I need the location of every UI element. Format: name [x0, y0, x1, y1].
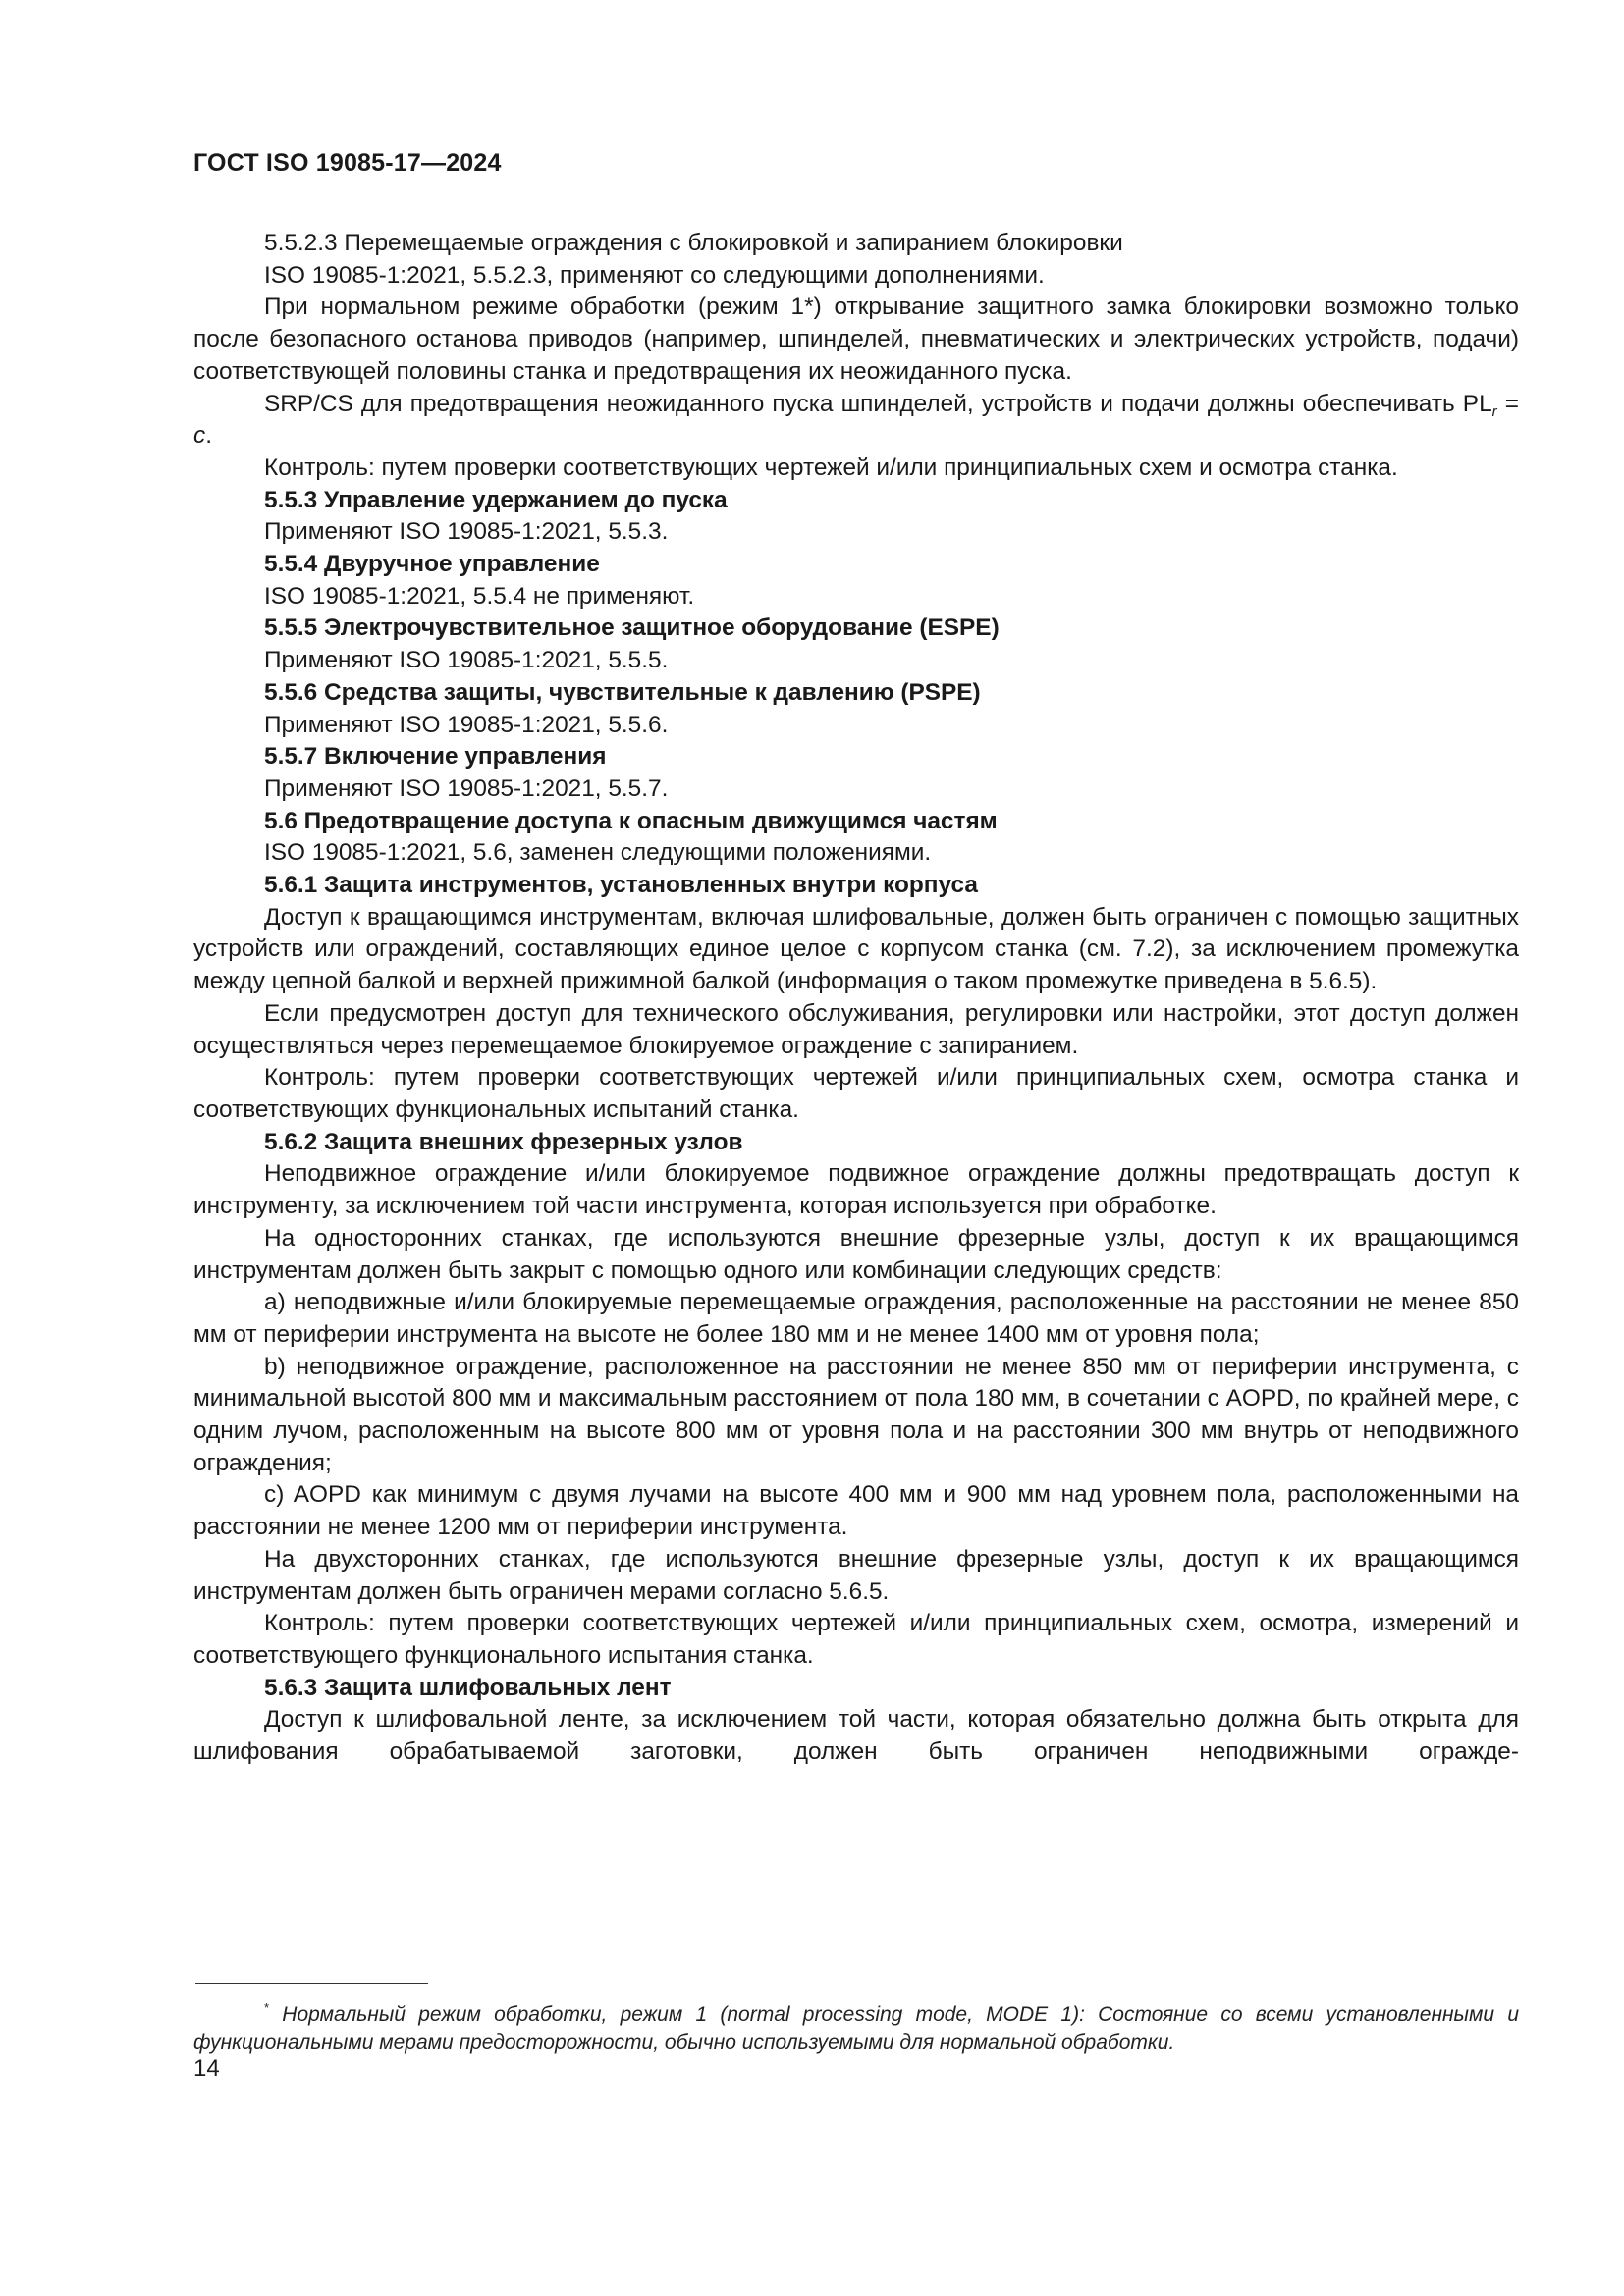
- text-run: =: [1496, 390, 1519, 417]
- heading-5-6-1: 5.6.1 Защита инструментов, установленных внутри корпуса: [264, 872, 978, 899]
- paragraph: ISO 19085-1:2021, 5.5.2.3, применяют со следующими дополнениями.: [264, 261, 1045, 289]
- paragraph: Применяют ISO 19085-1:2021, 5.5.6.: [264, 711, 669, 738]
- paragraph: На односторонних станках, где используются внешние фрезерные узлы, доступ к их вращающимся инструментам должен быть закрыт с помощью одного или комбинации следующих средств:: [193, 1224, 1519, 1284]
- paragraph: [193, 389, 1519, 453]
- text-run: .: [205, 422, 212, 450]
- heading-5-5-3: 5.5.3 Управление удержанием до пуска: [264, 486, 728, 513]
- page-number: 14: [193, 2056, 220, 2082]
- footnote-separator: [195, 1983, 428, 1984]
- paragraph: Доступ к вращающимся инструментам, включая шлифовальные, должен быть ограничен с помощью защитных устройств или ограждений, составляющих единое целое с корпусом станка (см. 7.2), за исключением промежутка между цепной балкой и верхней прижимной балкой (информация о таком промежутке приведена в 5.6.5).: [193, 903, 1519, 995]
- italic-value: c: [193, 422, 206, 450]
- paragraph: Применяют ISO 19085-1:2021, 5.5.3.: [264, 518, 669, 546]
- paragraph: ISO 19085-1:2021, 5.6, заменен следующими положениями.: [264, 839, 932, 867]
- subscript: r: [1491, 402, 1497, 420]
- list-item-c: c) AOPD как минимум с двумя лучами на высоте 400 мм и 900 мм над уровнем пола, расположенными на расстоянии не менее 1200 мм от периферии инструмента.: [193, 1481, 1519, 1541]
- heading-5-6: 5.6 Предотвращение доступа к опасным движущимся частям: [264, 807, 998, 834]
- paragraph: Применяют ISO 19085-1:2021, 5.5.5.: [264, 647, 669, 674]
- paragraph: Доступ к шлифовальной ленте, за исключением той части, которая обязательно должна быть открыта для шлифования обрабатываемой заготовки, должен быть ограничен неподвижными огражде-: [193, 1706, 1519, 1766]
- paragraph: Применяют ISO 19085-1:2021, 5.5.7.: [264, 774, 669, 802]
- document-body: [193, 228, 1519, 1769]
- paragraph: Контроль: путем проверки соответствующих чертежей и/или принципиальных схем, осмотра станка и соответствующих функциональных испытаний станка.: [193, 1064, 1519, 1123]
- list-item-b: b) неподвижное ограждение, расположенное на расстоянии не менее 850 мм от периферии инструмента, с минимальной высотой 800 мм и максимальным расстоянием от пола 180 мм, в сочетании с AOPD, по крайней мере, с одним лучом, расположенным на высоте 800 мм от уровня пола и на расстоянии 300 мм внутрь от неподвижного ограждения;: [193, 1353, 1519, 1476]
- footnote-text: [193, 2002, 1519, 2056]
- heading-5-5-5: 5.5.5 Электрочувствительное защитное оборудование (ESPE): [264, 614, 1000, 642]
- heading-5-5-6: 5.5.6 Средства защиты, чувствительные к давлению (PSPE): [264, 678, 981, 706]
- paragraph: Контроль: путем проверки соответствующих чертежей и/или принципиальных схем и осмотра станка.: [264, 454, 1398, 481]
- document-header: ГОСТ ISO 19085-17—2024: [193, 149, 502, 177]
- footnote-body: Нормальный режим обработки, режим 1 (normal processing mode, MODE 1): Состояние со всеми установленными и функциональными мерами предосторожности, обычно используемыми для нормальной обработки.: [193, 2003, 1519, 2054]
- paragraph: ISO 19085-1:2021, 5.5.4 не применяют.: [264, 582, 695, 610]
- clause-5-5-2-3-title: 5.5.2.3 Перемещаемые ограждения с блокировкой и запиранием блокировки: [264, 230, 1123, 256]
- paragraph: [193, 292, 1519, 388]
- paragraph: Неподвижное ограждение и/или блокируемое подвижное ограждение должны предотвращать доступ к инструменту, за исключением той части инструмента, которая используется при обработке.: [193, 1160, 1519, 1220]
- heading-5-6-3: 5.6.3 Защита шлифовальных лент: [264, 1674, 672, 1701]
- list-item-a: a) неподвижные и/или блокируемые перемещаемые ограждения, расположенные на расстоянии не менее 850 мм от периферии инструмента на высоте не более 180 мм и не менее 1400 мм от уровня пола;: [193, 1289, 1519, 1348]
- footnote: [193, 2002, 1519, 2056]
- heading-5-5-7: 5.5.7 Включение управления: [264, 743, 607, 771]
- paragraph: Контроль: путем проверки соответствующих чертежей и/или принципиальных схем, осмотра, измерений и соответствующего функционального испытания станка.: [193, 1610, 1519, 1669]
- footnote-marker: *: [264, 2001, 270, 2015]
- text-run: При нормальном режиме обработки (режим 1: [264, 294, 805, 321]
- text-run: SRP/CS для предотвращения неожиданного пуска шпинделей, устройств и подачи должны обеспечивать PL: [264, 390, 1492, 417]
- text-run: ) открывание защитного замка блокировки возможно только после безопасного останова приводов (например, шпинделей, пневматических и электрических устройств, подачи) соответствующей половины станка и предотвращения их неожиданного пуска.: [193, 294, 1519, 385]
- paragraph: Если предусмотрен доступ для технического обслуживания, регулировки или настройки, этот доступ должен осуществляться через перемещаемое блокируемое ограждение с запиранием.: [193, 999, 1519, 1059]
- paragraph: На двухсторонних станках, где используются внешние фрезерные узлы, доступ к их вращающимся инструментам должен быть ограничен мерами согласно 5.6.5.: [193, 1545, 1519, 1605]
- heading-5-5-4: 5.5.4 Двуручное управление: [264, 551, 600, 578]
- footnote-marker: *: [804, 294, 814, 321]
- heading-5-6-2: 5.6.2 Защита внешних фрезерных узлов: [264, 1128, 743, 1155]
